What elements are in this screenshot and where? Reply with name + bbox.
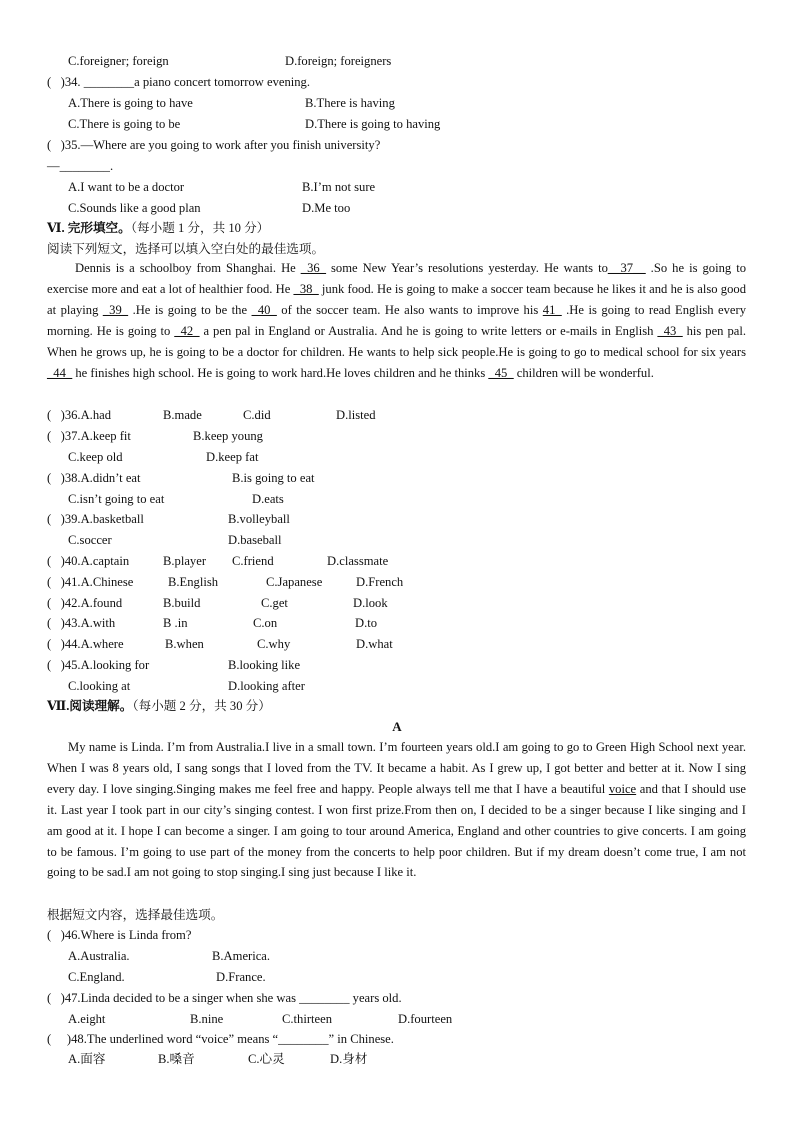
- blank-41: 41_: [542, 302, 562, 317]
- q42-stem: ( )42.A.found: [47, 596, 123, 610]
- q38-stem: ( )38.A.didn’t eat: [47, 471, 141, 485]
- q42-option-d: D.look: [353, 596, 388, 610]
- q38-option-d: D.eats: [252, 492, 284, 506]
- q45-option-d: D.looking after: [228, 679, 305, 693]
- q40-stem: ( )40.A.captain: [47, 554, 130, 568]
- q46-option-a: A.Australia.: [68, 949, 130, 963]
- q46-option-b: B.America.: [212, 949, 271, 963]
- q46-option-c: C.England.: [68, 970, 125, 984]
- cloze-text: Dennis is a schoolboy from Shanghai. He: [75, 261, 301, 275]
- cloze-passage: [47, 258, 746, 383]
- cloze-text: junk food. He is going to make a soccer team because he likes it and he is also good at playing: [47, 281, 746, 317]
- reading-part-label: A: [392, 719, 402, 734]
- blank-39: _39_: [102, 302, 129, 317]
- q37-option-d: D.keep fat: [206, 450, 259, 464]
- cloze-text: of the soccer team. He also wants to improve his: [276, 302, 543, 317]
- q40-option-b: B.player: [163, 554, 207, 568]
- section6-heading: [47, 220, 269, 236]
- q37-option-c: C.keep old: [68, 450, 123, 464]
- q37-stem: ( )37.A.keep fit: [47, 429, 131, 443]
- q34-option-d: D.There is going to having: [305, 117, 441, 131]
- q44-option-d: D.what: [356, 637, 393, 651]
- q33-option-d: D.foreign; foreigners: [285, 54, 392, 68]
- q35-option-d: D.Me too: [302, 201, 351, 215]
- blank-42: _42_: [174, 323, 200, 338]
- reading-passage-a: [47, 737, 746, 883]
- q48-option-b: B.嗓音: [158, 1052, 195, 1066]
- q48-option-a: A.面容: [68, 1052, 106, 1066]
- q37-option-b: B.keep young: [193, 429, 263, 443]
- q34-option-b: B.There is having: [305, 96, 395, 110]
- q48-option-c: C.心灵: [248, 1052, 285, 1066]
- q48-stem: ( )48.The underlined word “voice” means “________” in Chinese.: [47, 1032, 394, 1046]
- cloze-text: children will be wonderful.: [513, 365, 654, 380]
- q47-stem: ( )47.Linda decided to be a singer when she was ________ years old.: [47, 991, 402, 1005]
- q44-option-c: C.why: [257, 637, 291, 651]
- q43-option-b: B .in: [163, 616, 188, 630]
- cloze-text: he finishes high school. He is going to work hard.He loves children and he thinks: [72, 365, 489, 380]
- cloze-text: .He is going to be the: [128, 302, 252, 317]
- q35-stem: ( )35.—Where are you going to work after you finish university?: [47, 138, 381, 152]
- reading-instruction: 根据短文内容，选择最佳选项。: [47, 908, 224, 922]
- cloze-text: .So he is going to exercise more and eat a lot of healthier food. He: [47, 261, 746, 296]
- q34-stem: ( )34. ________a piano concert tomorrow evening.: [47, 75, 310, 89]
- q42-option-b: B.build: [163, 596, 201, 610]
- blank-45: _45_: [488, 365, 514, 380]
- q39-stem: ( )39.A.basketball: [47, 512, 144, 526]
- q47-option-c: C.thirteen: [282, 1012, 333, 1026]
- cloze-text: his pen pal. When he grows up, he is going to be a doctor for children. He wants to help sick people.He is going to go to medical school for six years: [47, 323, 746, 359]
- q36-option-c: C.did: [243, 408, 271, 422]
- q43-option-d: D.to: [355, 616, 378, 630]
- q38-option-c: C.isn’t going to eat: [68, 492, 165, 506]
- q47-option-b: B.nine: [190, 1012, 224, 1026]
- reading-text: My name is Linda. I’m from Australia.I live in a small town. I’m fourteen years old.I am going to go to Green High School next year. When I was 8 years old, I sang songs that I loved from the TV. It became a habit. As I grew up, I got better and better at it. Now I sing every day. I love singing.Singing makes me feel free and happy. People always tell me that I have a beautiful: [47, 740, 746, 796]
- blank-36: _36_: [300, 261, 326, 275]
- q44-option-b: B.when: [165, 637, 204, 651]
- q40-option-d: D.classmate: [327, 554, 389, 568]
- section6-score: （每小题 1 分，共 10 分）: [130, 221, 270, 235]
- q41-option-c: C.Japanese: [266, 575, 323, 589]
- q47-option-a: A.eight: [68, 1012, 106, 1026]
- section7-score: （每小题 2 分，共 30 分）: [132, 699, 271, 713]
- q40-option-c: C.friend: [232, 554, 274, 568]
- q35-option-b: B.I’m not sure: [302, 180, 376, 194]
- q35-option-a: A.I want to be a doctor: [68, 180, 185, 194]
- section7-title: Ⅶ.阅读理解。: [47, 699, 133, 713]
- underlined-word-voice: voice: [608, 781, 637, 796]
- q39-option-c: C.soccer: [68, 533, 112, 547]
- q46-option-d: D.France.: [216, 970, 266, 984]
- q39-option-d: D.baseball: [228, 533, 282, 547]
- q39-option-b: B.volleyball: [228, 512, 290, 526]
- cloze-text: a pen pal in England or Australia. And he is going to write letters or e-mails in English: [199, 323, 658, 338]
- q45-option-c: C.looking at: [68, 679, 131, 693]
- q47-option-d: D.fourteen: [398, 1012, 453, 1026]
- q34-option-c: C.There is going to be: [68, 117, 181, 131]
- q42-option-c: C.get: [261, 596, 288, 610]
- q41-option-d: D.French: [356, 575, 404, 589]
- blank-37: __37__: [607, 261, 646, 275]
- q36-stem: ( )36.A.had: [47, 408, 112, 422]
- q45-option-b: B.looking like: [228, 658, 301, 672]
- q45-stem: ( )45.A.looking for: [47, 658, 150, 672]
- q36-option-b: B.made: [163, 408, 202, 422]
- q43-stem: ( )43.A.with: [47, 616, 116, 630]
- blank-38: _38_: [293, 281, 319, 296]
- q48-option-d: D.身材: [330, 1052, 368, 1066]
- q33-option-c: C.foreigner; foreign: [68, 54, 169, 68]
- section6-title: Ⅵ. 完形填空。: [47, 221, 131, 235]
- blank-40: _40_: [251, 302, 277, 317]
- cloze-text: some New Year’s resolutions yesterday. He wants to: [325, 261, 608, 275]
- section7-heading: [47, 698, 271, 714]
- q36-option-d: D.listed: [336, 408, 376, 422]
- blank-44: _44_: [47, 365, 73, 380]
- q34-option-a: A.There is going to have: [68, 96, 193, 110]
- reading-text: and that I should use it. Last year I took part in our city’s singing contest. I won first prize.From then on, I decided to be a singer because I like singing and I am good at it. I hope I can become a singer. I am going to tour around America, England and other countries to give concerts. I am going to be famous. I’m going to use part of the money from the concerts to help poor children. But if my dream doesn’t come true, I am not going to be sad.I am not going to stop singing.I sing just because I like it.: [47, 781, 746, 880]
- q41-option-b: B.English: [168, 575, 219, 589]
- section6-instruction: 阅读下列短文，选择可以填入空白处的最佳选项。: [47, 242, 325, 256]
- q44-stem: ( )44.A.where: [47, 637, 124, 651]
- q46-stem: ( )46.Where is Linda from?: [47, 928, 192, 942]
- blank-43: _43_: [657, 323, 683, 338]
- q35-option-c: C.Sounds like a good plan: [68, 201, 201, 215]
- q38-option-b: B.is going to eat: [232, 471, 315, 485]
- cloze-text: .He is going to read English every morning. He is going to: [47, 302, 747, 338]
- q43-option-c: C.on: [253, 616, 278, 630]
- q41-stem: ( )41.A.Chinese: [47, 575, 134, 589]
- q35-answer-blank: —________.: [47, 159, 114, 173]
